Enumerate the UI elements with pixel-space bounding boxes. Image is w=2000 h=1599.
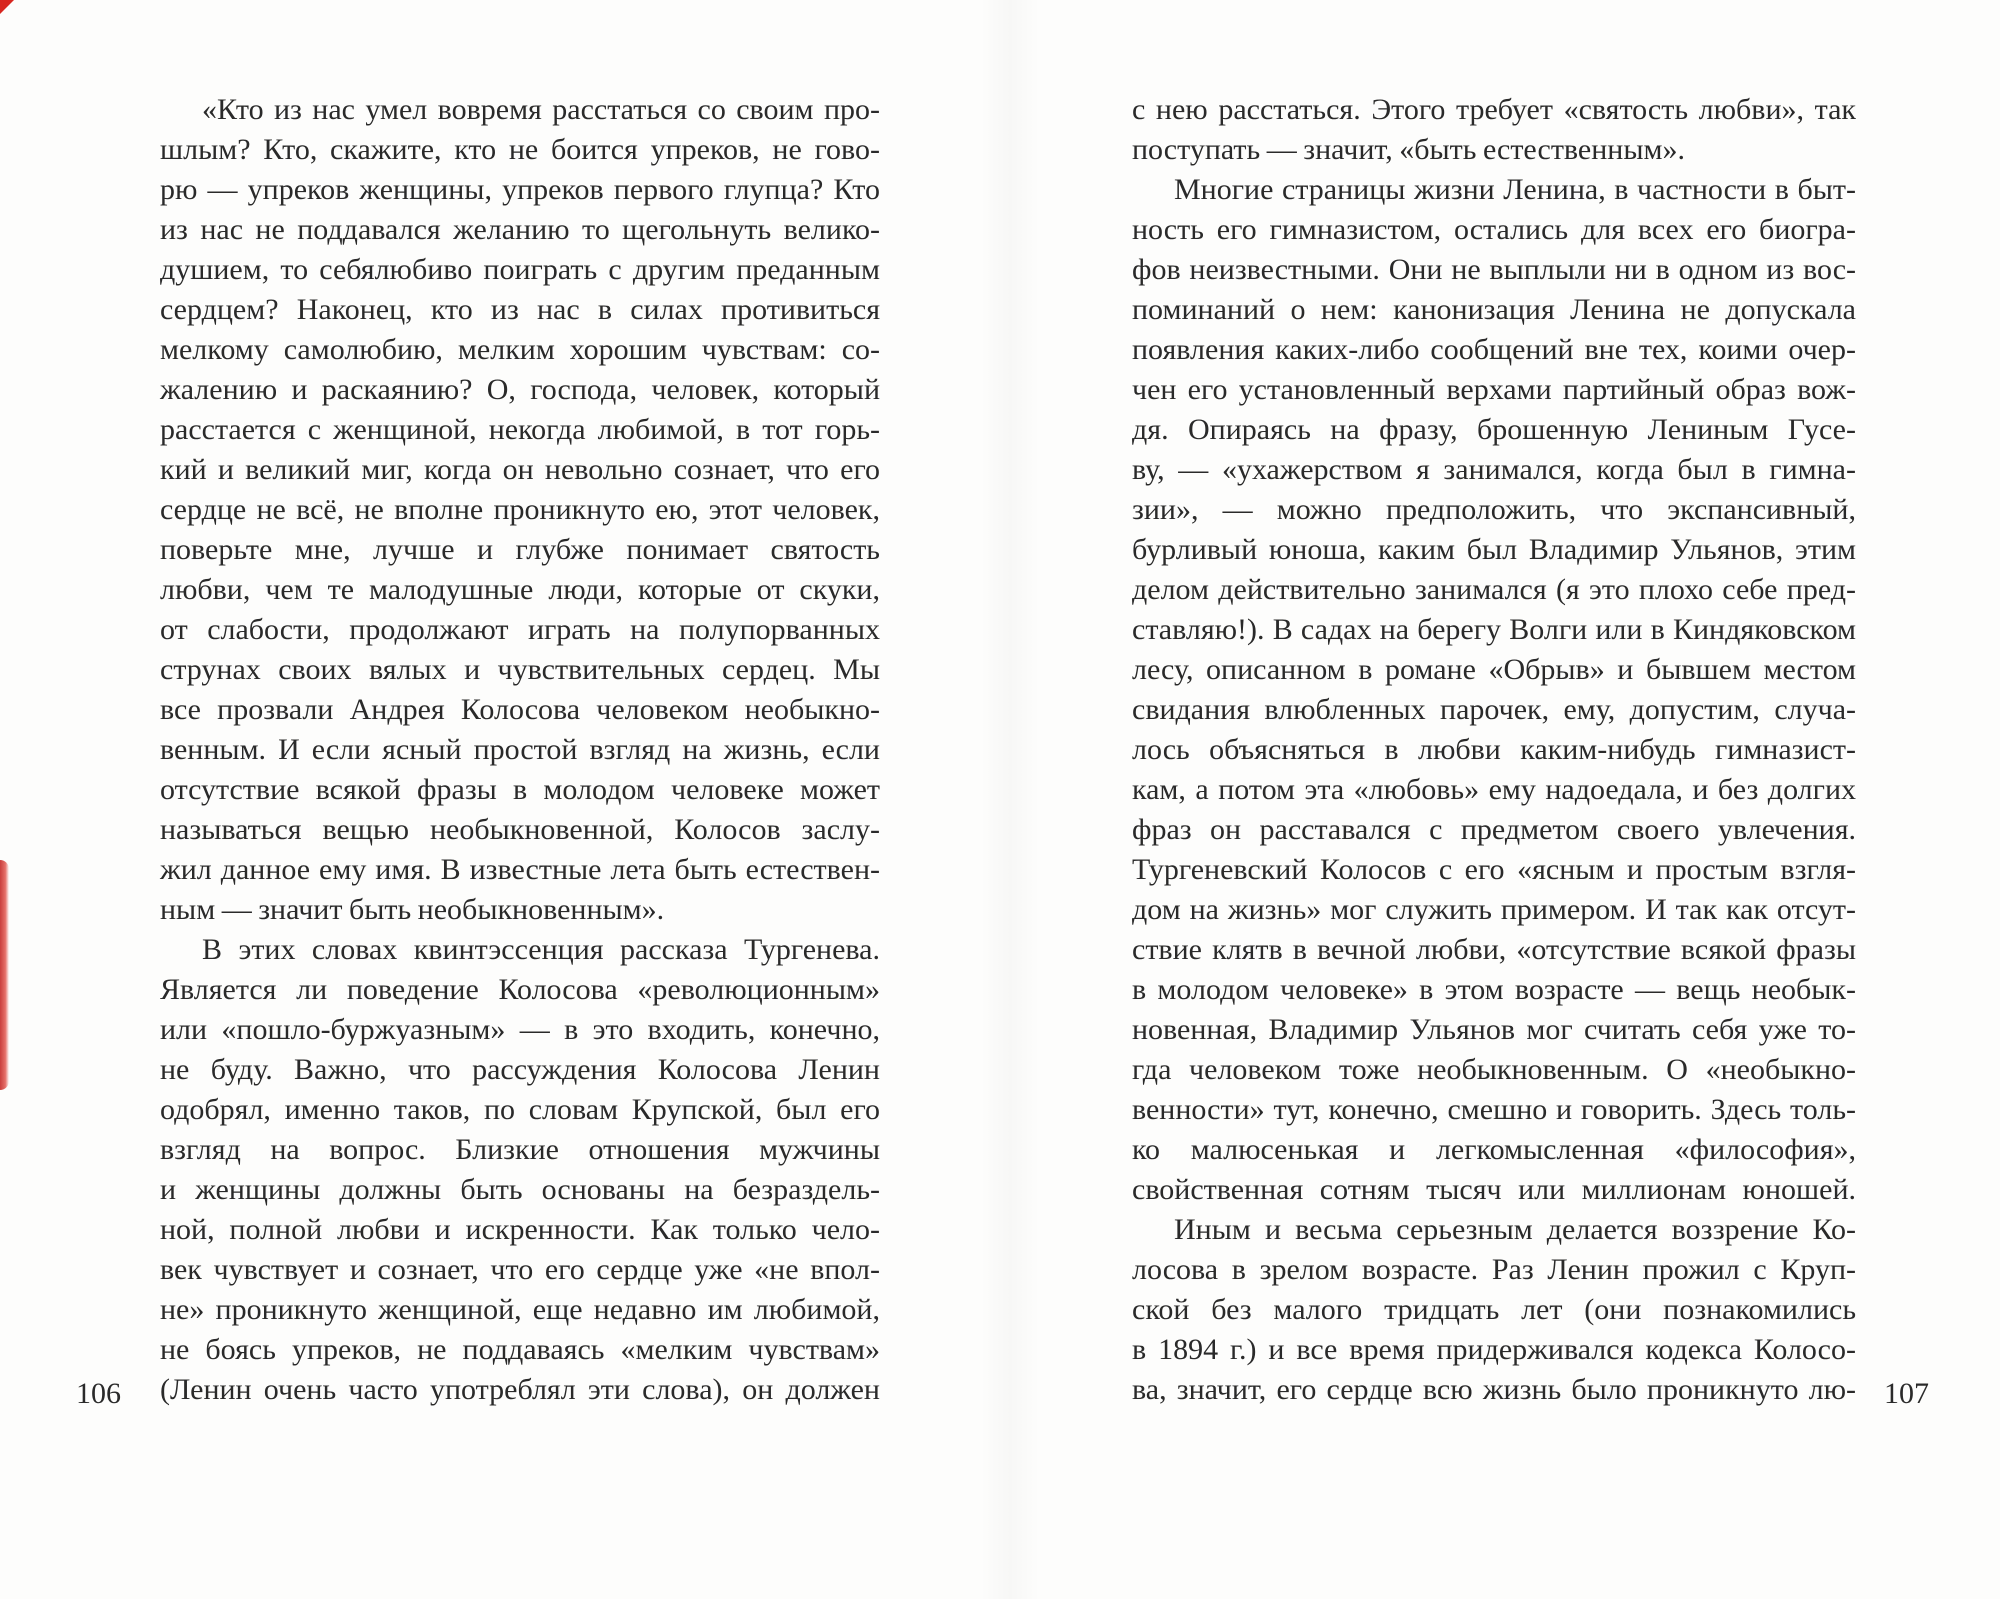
text-line: ко малюсенькая и легкомысленная «философия», (1132, 1133, 1856, 1166)
text-line: появления каких-либо сообщений вне тех, коими очер- (1132, 333, 1856, 366)
text-line: ва, значит, его сердце всю жизнь было проникнуто лю- (1132, 1373, 1856, 1406)
text-line: в молодом человеке» в этом возрасте — вещь необык- (1132, 973, 1856, 1006)
text-line: поступать — значит, «быть естественным». (1132, 133, 1685, 166)
text-line: струнах своих вялых и чувствительных сердец. Мы (160, 653, 880, 686)
text-line: чен его установленный верхами партийный образ вож- (1132, 373, 1856, 406)
text-line: венным. И если ясный простой взгляд на жизнь, если (160, 733, 880, 766)
text-line: шлым? Кто, скажите, кто не боится упреков, не гово- (160, 133, 880, 166)
text-line: Тургеневский Колосов с его «ясным и простым взгля- (1132, 853, 1856, 886)
text-line: лось объясняться в любви каким-нибудь гимназист- (1132, 733, 1856, 766)
text-line: век чувствует и сознает, что его сердце уже «не впол- (160, 1253, 880, 1286)
red-cover-corner (0, 0, 14, 14)
text-line: ской без малого тридцать лет (они познакомились (1132, 1293, 1856, 1326)
text-line: ствие клятв в вечной любви, «отсутствие всякой фразы (1132, 933, 1856, 966)
text-line: ставляю!). В садах на берегу Волги или в Киндяковском (1132, 613, 1856, 646)
text-line: поминаний о нем: канонизация Ленина не допускала (1132, 293, 1856, 326)
text-line: гда человеком тоже необыкновенным. О «необыкно- (1132, 1053, 1856, 1086)
text-line: Многие страницы жизни Ленина, в частности в быт- (1174, 173, 1856, 206)
book-gutter (980, 0, 1040, 1599)
text-line: все прозвали Андрея Колосова человеком необыкно- (160, 693, 880, 726)
text-line: Является ли поведение Колосова «революционным» (160, 973, 880, 1006)
text-line: зии», — можно предположить, что экспансивный, (1132, 493, 1856, 526)
text-line: сердцем? Наконец, кто из нас в силах противиться (160, 293, 880, 326)
text-line: (Ленин очень часто употреблял эти слова), он должен (160, 1373, 880, 1406)
text-line: из нас не поддавался желанию то щегольнуть велико- (160, 213, 880, 246)
text-line: «Кто из нас умел вовремя расстаться со своим про- (202, 93, 880, 126)
text-line: Иным и весьма серьезным делается воззрение Ко- (1174, 1213, 1856, 1246)
text-line: от слабости, продолжают играть на полупорванных (160, 613, 880, 646)
text-line: не буду. Важно, что рассуждения Колосова Ленин (160, 1053, 880, 1086)
right-page-text (1132, 90, 1856, 1410)
text-line: называться вещью необыкновенной, Колосов заслу- (160, 813, 880, 846)
text-line: новенная, Владимир Ульянов мог считать себя уже то- (1132, 1013, 1856, 1046)
text-line: не боясь упреков, не поддаваясь «мелким чувствам» (160, 1333, 880, 1366)
text-line: кий и великий миг, когда он невольно сознает, что его (160, 453, 880, 486)
text-line: бурливый юноша, каким был Владимир Ульянов, этим (1132, 533, 1856, 566)
text-line: расстается с женщиной, некогда любимой, в тот горь- (160, 413, 880, 446)
text-line: не» проникнуто женщиной, еще недавно им любимой, (160, 1293, 880, 1326)
left-page-text (160, 90, 880, 1410)
text-line: жалению и раскаянию? О, господа, человек, который (160, 373, 880, 406)
text-line: поверьте мне, лучше и глубже понимает святость (160, 533, 880, 566)
text-line: фов неизвестными. Они не выплыли ни в одном из вос- (1132, 253, 1856, 286)
text-line: ным — значит быть необыкновенным». (160, 893, 665, 926)
text-line: делом действительно занимался (я это плохо себе пред- (1132, 573, 1856, 606)
text-line: жил данное ему имя. В известные лета быть естествен- (160, 853, 880, 886)
text-line: отсутствие всякой фразы в молодом человеке может (160, 773, 880, 806)
text-line: дя. Опираясь на фразу, брошенную Лениным Гусе- (1132, 413, 1856, 446)
text-line: любви, чем те малодушные люди, которые от скуки, (160, 573, 880, 606)
text-line: дом на жизнь» мог служить примером. И так как отсут- (1132, 893, 1856, 926)
text-line: фраз он расставался с предметом своего увлечения. (1132, 813, 1856, 846)
text-line: свойственная сотням тысяч или миллионам юношей. (1132, 1173, 1856, 1206)
page-number-left: 106 (76, 1377, 121, 1410)
text-line: в 1894 г.) и все время придерживался кодекса Колосо- (1132, 1333, 1856, 1366)
text-line: душием, то себялюбиво поиграть с другим преданным (160, 253, 880, 286)
text-line: сердце не всё, не вполне проникнуто ею, этот человек, (160, 493, 880, 526)
red-cover-edge (0, 860, 9, 1090)
text-line: одобрял, именно таков, по словам Крупской, был его (160, 1093, 880, 1126)
text-line: с нею расстаться. Этого требует «святость любви», так (1132, 93, 1856, 126)
text-line: венности» тут, конечно, смешно и говорить. Здесь толь- (1132, 1093, 1856, 1126)
text-line: рю — упреков женщины, упреков первого глупца? Кто (160, 173, 880, 206)
text-line: мелкому самолюбию, мелким хорошим чувствам: со- (160, 333, 880, 366)
text-line: или «пошло-буржуазным» — в это входить, конечно, (160, 1013, 880, 1046)
text-line: взгляд на вопрос. Близкие отношения мужчины (160, 1133, 880, 1166)
text-line: ность его гимназистом, остались для всех его биогра- (1132, 213, 1856, 246)
text-line: ной, полной любви и искренности. Как только чело- (160, 1213, 880, 1246)
text-line: и женщины должны быть основаны на безраздель- (160, 1173, 880, 1206)
text-line: свидания влюбленных парочек, ему, допустим, случа- (1132, 693, 1856, 726)
text-line: В этих словах квинтэссенция рассказа Тургенева. (202, 933, 880, 966)
text-line: ву, — «ухажерством я занимался, когда был в гимна- (1132, 453, 1856, 486)
text-line: лосова в зрелом возрасте. Раз Ленин прожил с Круп- (1132, 1253, 1856, 1286)
text-line: лесу, описанном в романе «Обрыв» и бывшем местом (1132, 653, 1856, 686)
page-number-right: 107 (1884, 1377, 1929, 1410)
text-line: кам, а потом эта «любовь» ему надоедала, и без долгих (1132, 773, 1856, 806)
